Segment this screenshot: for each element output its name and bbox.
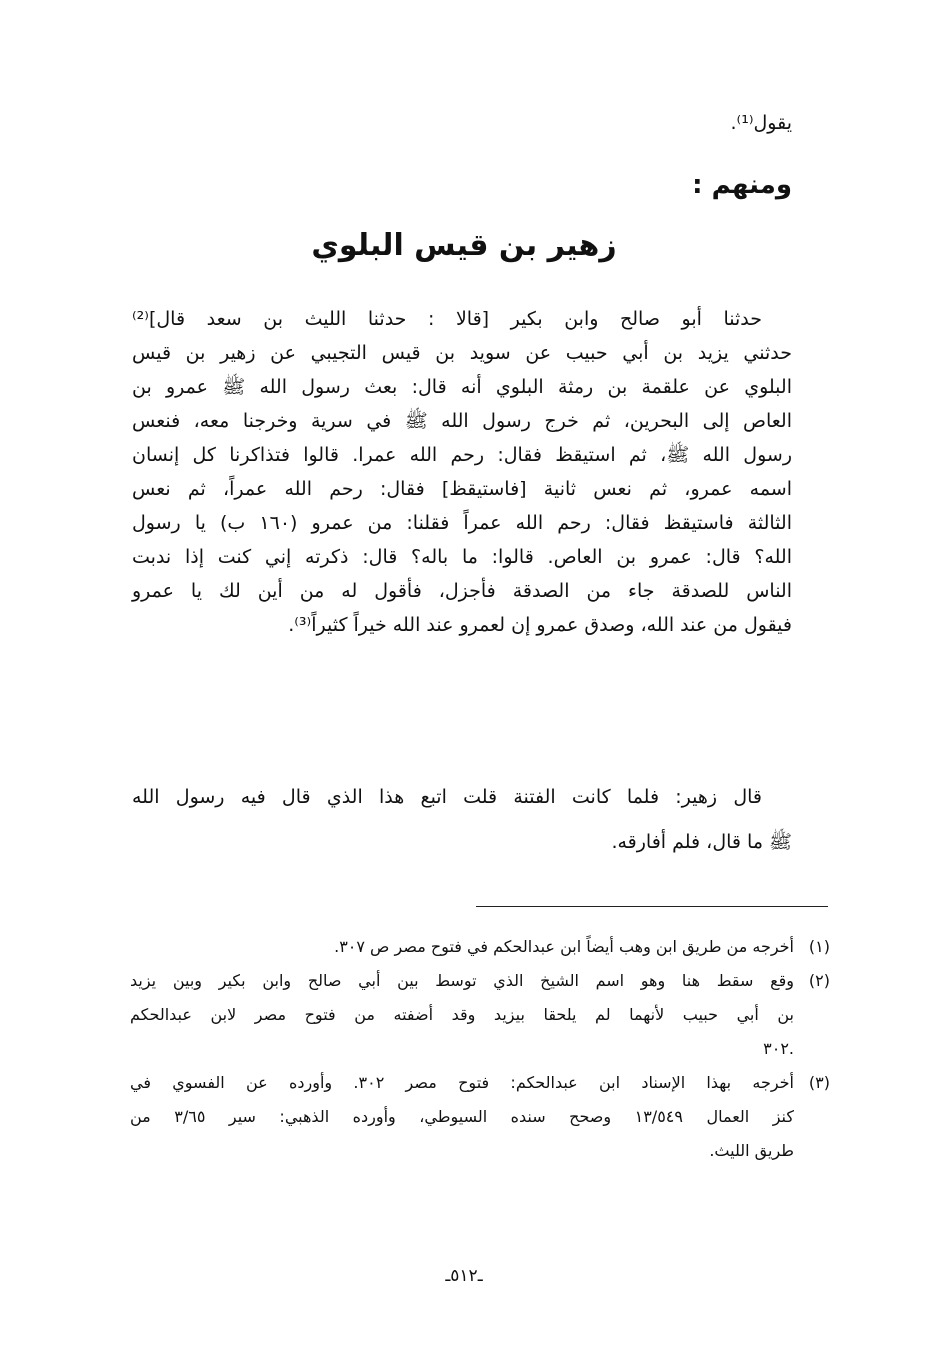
text-line: حدثنا أبو صالح وابن بكير [قالا : حدثنا الليث بن سعد قال]⁽²⁾ <box>132 308 762 330</box>
footnote-number: (١) <box>808 937 830 956</box>
text-line: الناس للصدقة جاء من الصدقة فأجزل، فأقول له من أين لك يا عمرو <box>132 580 792 602</box>
page-number: ـ٥١٢ـ <box>445 1266 483 1286</box>
text-line: فيقول من عند الله، وصدق عمرو إن لعمرو عند الله خيراً كثيراً⁽³⁾. <box>288 614 792 636</box>
text-line: الله؟ قال: عمرو بن العاص. قالوا: ما باله؟ قال: ذكرته إني كنت إذا ندبت <box>132 546 792 568</box>
footnote-line: .٣٠٢ <box>763 1039 794 1058</box>
text-line: اسمه عمرو، ثم نعس ثانية [فاستيقظ] فقال: رحم الله عمراً، ثم نعس <box>132 478 792 500</box>
chapter-heading: زهير بن قيس البلوي <box>311 228 617 263</box>
section-label: ومنهم : <box>692 170 792 200</box>
text-line: البلوي عن علقمة بن رمثة البلوي أنه قال: بعث رسول الله ﷺ عمرو بن <box>132 376 792 398</box>
text-line: حدثني يزيد بن أبي حبيب عن سويد بن قيس التجيبي عن زهير بن قيس <box>132 342 792 364</box>
footnote-line: بن أبي حبيب لأنهما لم يلحقا بيزيد وقد أضفته من فتوح مصر لابن عبدالحكم <box>130 1005 794 1024</box>
text-line: قال زهير: فلما كانت الفتنة قلت اتبع هذا الذي قال فيه رسول الله <box>132 786 762 808</box>
footnote-line: طريق الليث. <box>709 1141 794 1160</box>
footnote-3 <box>130 1066 830 1168</box>
text-line: ﷺ ما قال، فلم أفارقه. <box>611 831 792 853</box>
main-paragraph <box>132 302 792 642</box>
footnote-number: (٢) <box>808 971 830 990</box>
text-line: العاص إلى البحرين، ثم خرج رسول الله ﷺ في سرية وخرجنا معه، فنعس <box>132 410 792 432</box>
footnote-divider <box>476 906 828 907</box>
footnote-line: أخرجه من طريق ابن وهب أيضاً ابن عبدالحكم في فتوح مصر ص ٣٠٧. <box>334 937 794 956</box>
footnote-line: وقع سقط هنا وهو اسم الشيخ الذي توسط بين أبي صالح وابن بكير وبين يزيد <box>130 971 794 990</box>
text-line: الثالثة فاستيقظ فقال: رحم الله عمراً فقلنا: من عمرو (١٦٠ ب) يا رسول <box>132 512 792 534</box>
second-paragraph <box>132 775 792 865</box>
footnote-line: أخرجه بهذا الإسناد ابن عبدالحكم: فتوح مصر ٣٠٢. وأورده عن الفسوي في <box>130 1073 795 1092</box>
continuation-line: يقول⁽¹⁾. <box>730 112 792 134</box>
footnotes <box>130 930 830 1168</box>
text-line: رسول الله ﷺ، ثم استيقظ فقال: رحم الله عمرا. قالوا فتذاكرنا كل إنسان <box>132 444 792 466</box>
footnote-1 <box>130 930 830 964</box>
footnote-2 <box>130 964 830 1066</box>
footnote-line: كنز العمال ١٣/٥٤٩ وصحح سنده السيوطي، وأورده الذهبي: سير ٣/٦٥ من <box>130 1107 794 1126</box>
footnote-number: (٣) <box>808 1073 830 1092</box>
